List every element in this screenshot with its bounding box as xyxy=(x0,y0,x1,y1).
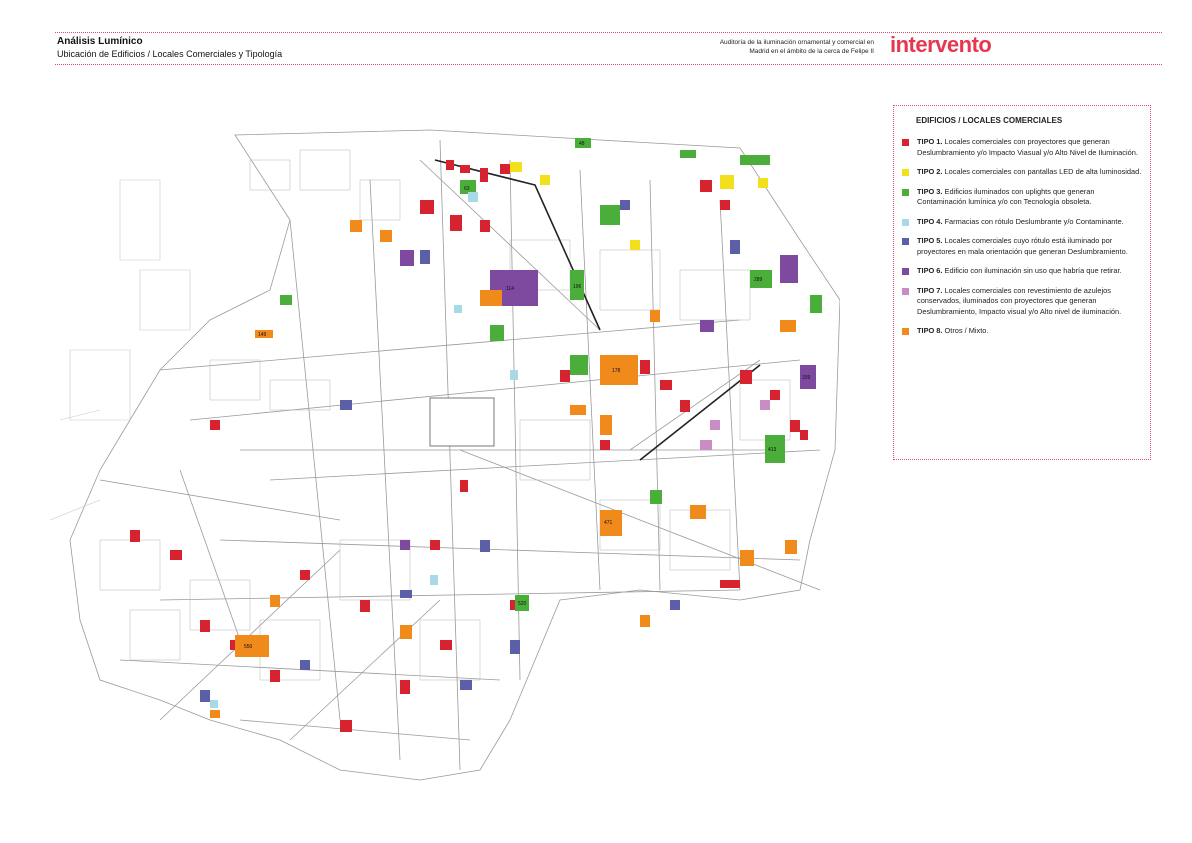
audit-line-2: Madrid en el ámbito de la cerca de Felipe II xyxy=(749,48,874,55)
street-map xyxy=(40,120,840,820)
legend-tipo: TIPO 5. xyxy=(917,236,943,245)
parcel-label: 413 xyxy=(768,447,777,453)
legend-swatch xyxy=(902,238,909,245)
legend-item-tipo-6 xyxy=(902,266,1142,277)
page-subtitle: Ubicación de Edificios / Locales Comerciales y Tipología xyxy=(57,49,283,59)
page-title: Análisis Lumínico xyxy=(57,36,143,47)
legend-description: Otros / Mixto. xyxy=(944,326,989,335)
legend-item-tipo-8 xyxy=(902,326,1142,337)
legend-item-tipo-5 xyxy=(902,236,1142,257)
legend-item-tipo-7 xyxy=(902,286,1142,318)
parcel-label: 339 xyxy=(802,375,811,381)
parcel-label: 289 xyxy=(754,277,763,283)
legend-item-tipo-3 xyxy=(902,187,1142,208)
parcel-label: 178 xyxy=(612,368,621,374)
legend-description: Locales comerciales con pantallas LED de alta luminosidad. xyxy=(944,167,1142,176)
legend-heading: EDIFICIOS / LOCALES COMERCIALES xyxy=(916,116,1063,125)
legend-swatch xyxy=(902,219,909,226)
legend-description: Farmacias con rótulo Deslumbrante y/o Contaminante. xyxy=(944,216,1124,226)
parcel-label: 550 xyxy=(244,644,253,650)
legend-item-tipo-2 xyxy=(902,167,1142,178)
legend-item-tipo-4 xyxy=(902,217,1142,228)
audit-line-1: Auditoría de la iluminación ornamental y comercial en xyxy=(719,39,874,46)
legend-item-tipo-1 xyxy=(902,137,1142,158)
legend-description: Edificios iluminados con uplights que generan Contaminación lumínica y/o con Tecnología obsoleta. xyxy=(917,186,1095,206)
map-base xyxy=(50,130,840,780)
header-top-rule xyxy=(55,32,1162,33)
parcel-label: 196 xyxy=(573,284,582,290)
legend-swatch xyxy=(902,268,909,275)
legend-tipo: TIPO 1. xyxy=(917,137,943,146)
brand-logo: intervento xyxy=(890,32,992,57)
audit-caption xyxy=(674,38,874,56)
legend-tipo: TIPO 7. xyxy=(917,285,943,295)
legend-tipo: TIPO 2. xyxy=(917,167,943,176)
legend-swatch xyxy=(902,288,909,295)
parcel-label: 114 xyxy=(506,286,514,292)
header-bottom-rule xyxy=(55,64,1162,65)
legend-swatch xyxy=(902,169,909,176)
parcel-label: 149 xyxy=(258,332,267,338)
legend-swatch xyxy=(902,139,909,146)
parcel-label: 48 xyxy=(579,141,585,147)
legend-description: Locales comerciales cuyo rótulo está iluminado por proyectores en mala orientación que generan Deslumbramiento. xyxy=(917,236,1128,256)
map-legend xyxy=(893,105,1151,460)
parcel-label: 63 xyxy=(464,186,470,192)
legend-description: Locales comerciales con revestimiento de azulejos conservados, iluminados con proyectores que generan Deslumbramiento, Impacto visual y/o Alto nivel de iluminación. xyxy=(917,285,1122,316)
legend-description: Edificio con iluminación sin uso que habría que retirar. xyxy=(944,266,1122,275)
legend-tipo: TIPO 4. xyxy=(917,216,943,226)
legend-tipo: TIPO 6. xyxy=(917,266,943,275)
parcel-label: 471 xyxy=(604,520,613,526)
parcel-label: 520 xyxy=(518,601,527,607)
legend-swatch xyxy=(902,189,909,196)
legend-tipo: TIPO 8. xyxy=(917,326,943,335)
legend-description: Locales comerciales con proyectores que generan Deslumbramiento y/o Impacto Viasual y/o Alto Nivel de Iluminación. xyxy=(917,137,1138,157)
legend-tipo: TIPO 3. xyxy=(917,186,943,196)
legend-swatch xyxy=(902,328,909,335)
